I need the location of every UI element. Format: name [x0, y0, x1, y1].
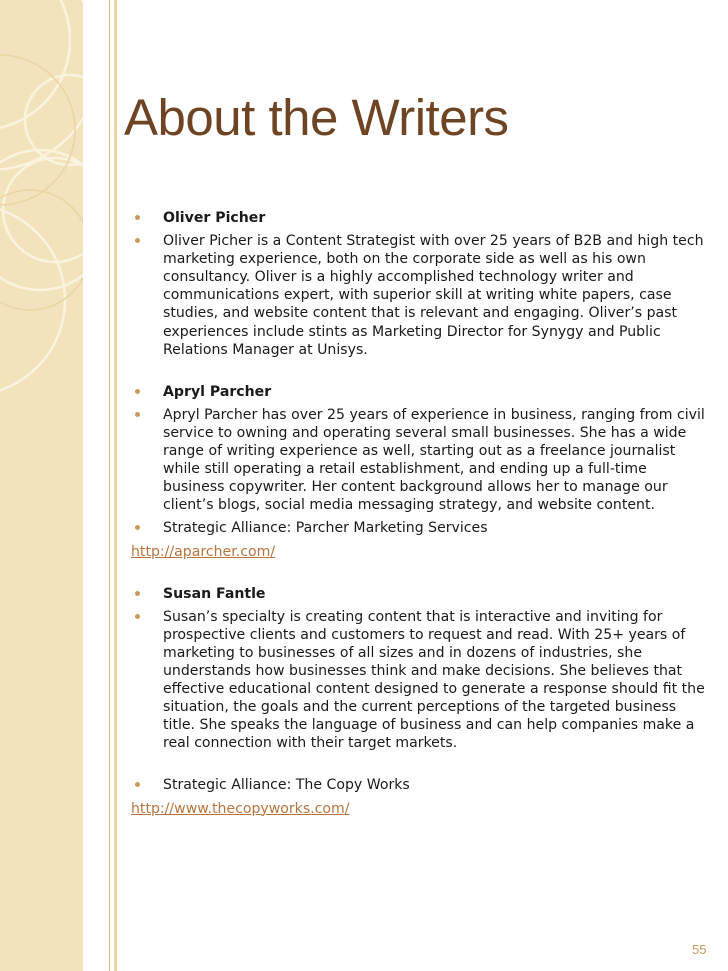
vertical-rule-inner	[114, 0, 117, 971]
writer-bio-apryl: Apryl Parcher has over 25 years of experience in business, ranging from civil service to owning and operating several small businesses. She has a wide range of writing experience as well, starting out as a freelance journalist while still operating a retail establishment, and ending up a full-time business copywriter. Her content background allows her to manage our client’s blogs, social media messaging strategy, and website content.	[131, 406, 711, 515]
writer-name-susan: Susan Fantle	[131, 585, 711, 603]
writer-name-apryl: Apryl Parcher	[131, 383, 711, 401]
decorative-sidebar	[0, 0, 83, 971]
vertical-rule-outer	[109, 0, 110, 971]
link-aparcher[interactable]: http://aparcher.com/	[131, 543, 276, 560]
alliance-apryl: Strategic Alliance: Parcher Marketing Services	[131, 519, 711, 537]
writer-bio-oliver: Oliver Picher is a Content Strategist with over 25 years of B2B and high tech marketing experience, both on the corporate side as well as his own consultancy. Oliver is a highly accomplished technology writer and communications expert, with superior skill at writing white papers, case studies, and website content that is relevant and engaging. Oliver’s past experiences include stints as Marketing Director for Synygy and Public Relations Manager at Unisys.	[131, 232, 711, 359]
page-number: 55	[692, 942, 707, 957]
writers-content	[131, 209, 711, 818]
alliance-susan: Strategic Alliance: The Copy Works	[131, 776, 711, 794]
link-copyworks[interactable]: http://www.thecopyworks.com/	[131, 800, 350, 817]
writer-name-oliver: Oliver Picher	[131, 209, 711, 227]
swirl-ornament	[0, 0, 83, 971]
page-title: About the Writers	[124, 89, 509, 146]
writer-bio-susan: Susan’s specialty is creating content that is interactive and inviting for prospective clients and customers to request and read. With 25+ years of marketing to businesses of all sizes and in dozens of industries, she understands how businesses think and make decisions. She believes that effective educational content designed to generate a response should fit the situation, the goals and the current perceptions of the targeted business title. She speaks the language of business and can help companies make a real connection with their target markets.	[131, 608, 711, 753]
